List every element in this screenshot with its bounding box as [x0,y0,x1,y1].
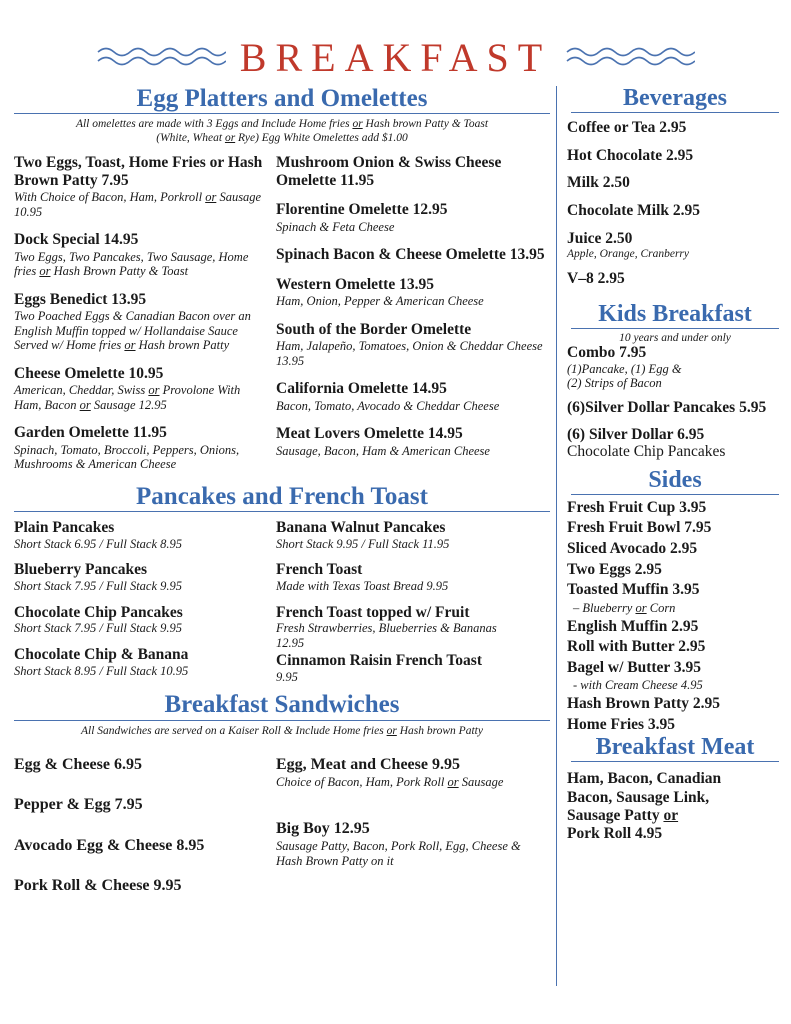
item-desc-line1: (1)Pancake, (1) Egg & [567,361,682,376]
side-item-desc: – Blueberry or Corn [573,600,676,615]
side-item[interactable]: Roll with Butter 2.95 [567,638,706,656]
menu-item[interactable] [276,321,548,369]
item-name: Cheese Omelette 10.95 [14,364,164,382]
section-title-kids: Kids Breakfast [598,300,752,327]
egg-platters-left-list [14,154,276,484]
menu-item[interactable] [14,561,268,593]
item-desc: Sausage Patty, Bacon, Pork Roll, Egg, Cheese & Hash Brown Patty on it [276,839,521,868]
item-name: Cinnamon Raisin French Toast [276,652,483,670]
kids-note: 10 years and under only [619,332,731,345]
item-desc: Ham, Onion, Pepper & American Cheese [276,294,484,309]
meat-line1: Ham, Bacon, Canadian [567,770,722,788]
menu-item[interactable] [567,399,783,417]
item-desc-line2: (2) Strips of Bacon [567,375,662,390]
item-desc: Ham, Jalapeño, Tomatoes, Onion & Cheddar Cheese 13.95 [276,339,543,368]
item-name: Garden Omelette 11.95 [14,424,167,442]
menu-item[interactable] [567,426,783,461]
menu-item[interactable] [14,154,268,219]
menu-item[interactable] [276,246,548,264]
sidebar-column [556,86,791,986]
beverage-item[interactable]: Coffee or Tea 2.95 [567,119,687,137]
menu-item[interactable] [567,344,783,390]
item-desc: Short Stack 8.95 / Full Stack 10.95 [14,663,189,678]
section-title-egg-platters: Egg Platters and Omelettes [136,85,428,112]
side-item[interactable]: Toasted Muffin 3.95 [567,581,700,599]
item-name: Plain Pancakes [14,519,115,537]
item-desc: With Choice of Bacon, Ham, Porkroll or Sausage 10.95 [14,190,262,219]
section-divider [14,720,550,721]
item-desc: Made with Texas Toast Bread 9.95 [276,579,449,594]
egg-platters-right-list [276,154,548,484]
menu-item[interactable] [14,231,268,279]
menu-item[interactable] [14,877,268,895]
item-name: Blueberry Pancakes [14,561,148,579]
item-name: Egg & Cheese 6.95 [14,756,142,774]
menu-item[interactable] [276,652,548,684]
section-kids-breakfast [567,302,783,461]
section-breakfast-meat [567,735,783,843]
section-sides [567,468,783,736]
item-name: Combo 7.95 [567,344,647,362]
item-name: Pork Roll & Cheese 9.95 [14,877,182,895]
menu-item[interactable] [276,519,548,551]
menu-item[interactable] [276,561,548,593]
beverage-item[interactable]: Juice 2.50 [567,229,633,247]
beverage-item[interactable]: Hot Chocolate 2.95 [567,146,694,164]
item-name: Pepper & Egg 7.95 [14,796,143,814]
side-item[interactable]: Hash Brown Patty 2.95 [567,694,721,712]
section-divider [571,328,779,329]
pancakes-right-list [276,519,548,694]
side-item[interactable]: Home Fries 3.95 [567,715,676,733]
item-price: 12.95 [276,635,305,650]
section-divider [14,113,550,114]
breakfast-meat-text[interactable] [567,770,783,843]
item-desc: Spinach, Tomato, Broccoli, Peppers, Onions, Mushrooms & American Cheese [14,442,240,472]
item-name: Chocolate Chip & Banana [14,645,189,663]
item-name: Florentine Omelette 12.95 [276,201,448,219]
section-title-breakfast-meat: Breakfast Meat [595,734,755,761]
item-name: California Omelette 14.95 [276,380,447,398]
menu-item[interactable] [276,425,548,458]
menu-masthead [0,0,791,78]
section-divider [14,511,550,512]
item-name: Mushroom Onion & Swiss Cheese Omelette 11.95 [276,154,502,189]
main-column [0,86,556,908]
sandwiches-left-list [14,756,276,908]
menu-item[interactable] [276,756,548,790]
menu-item[interactable] [276,154,548,189]
side-item[interactable]: Bagel w/ Butter 3.95 [567,658,702,676]
menu-item[interactable] [14,291,268,353]
wavy-line-icon [96,43,226,74]
item-desc: Choice of Bacon, Ham, Pork Roll or Sausage [276,775,504,790]
section-egg-platters [14,86,550,484]
item-desc: American, Cheddar, Swiss or Provolone With Ham, Bacon or Sausage 12.95 [14,383,241,412]
beverage-item-desc: Apple, Orange, Cranberry [567,248,690,261]
item-desc: Short Stack 9.95 / Full Stack 11.95 [276,536,450,551]
section-title-sandwiches: Breakfast Sandwiches [164,691,400,719]
menu-item[interactable] [14,796,268,814]
menu-item[interactable] [14,837,268,855]
item-name: (6)Silver Dollar Pancakes 5.95 [567,399,767,417]
side-item[interactable]: Two Eggs 2.95 [567,560,662,578]
egg-platters-note [14,118,550,145]
pancakes-left-list [14,519,276,694]
item-desc: Spinach & Feta Cheese [276,219,395,234]
page-title: BREAKFAST [239,35,552,80]
section-sandwiches [14,692,550,907]
menu-item[interactable] [276,604,548,651]
menu-item[interactable] [14,756,268,774]
item-desc: Fresh Strawberries, Blueberries & Bananas [276,621,497,636]
menu-item[interactable] [14,519,268,551]
item-name: Banana Walnut Pancakes [276,519,446,537]
item-subname: Chocolate Chip Pancakes [567,443,726,461]
item-desc: Bacon, Tomato, Avocado & Cheddar Cheese [276,398,500,413]
menu-item[interactable] [14,646,268,678]
item-name: Eggs Benedict 13.95 [14,290,147,308]
item-name: Meat Lovers Omelette 14.95 [276,425,463,443]
item-desc: Short Stack 6.95 / Full Stack 8.95 [14,536,183,551]
item-name: Two Eggs, Toast, Home Fries or Hash Brown Patty 7.95 [14,154,263,189]
item-name: (6) Silver Dollar 6.95 [567,425,705,443]
section-pancakes [14,484,550,694]
sandwiches-right-list [276,756,548,908]
menu-item[interactable] [276,820,548,868]
egg-platters-note-line2: (White, Wheat or Rye) Egg White Omelettes add $1.00 [156,131,408,144]
section-divider [571,112,779,113]
item-name: Egg, Meat and Cheese 9.95 [276,756,460,774]
side-item[interactable]: Fresh Fruit Cup 3.95 [567,498,707,516]
side-item[interactable]: Sliced Avocado 2.95 [567,540,698,558]
beverage-item[interactable]: Milk 2.50 [567,174,630,192]
menu-item[interactable] [14,365,268,413]
section-title-sides: Sides [648,466,702,493]
wavy-line-icon [565,43,695,74]
item-name: Big Boy 12.95 [276,819,370,837]
item-name: Western Omelette 13.95 [276,275,434,293]
item-desc: Two Eggs, Two Pancakes, Two Sausage, Home fries or Hash Brown Patty & Toast [14,249,249,279]
item-price: 9.95 [276,669,298,684]
meat-line4: Pork Roll 4.95 [567,825,663,843]
section-title-pancakes: Pancakes and French Toast [136,482,428,510]
menu-item[interactable] [276,380,548,413]
egg-platters-note-line1: All omelettes are made with 3 Eggs and Include Home fries or Hash brown Patty & Toast [75,118,489,131]
item-name: Chocolate Chip Pancakes [14,603,183,621]
side-item[interactable]: English Muffin 2.95 [567,617,699,635]
section-divider [571,761,779,762]
item-desc: Short Stack 7.95 / Full Stack 9.95 [14,621,183,636]
meat-line2: Bacon, Sausage Link, [567,788,710,806]
beverage-item[interactable]: Chocolate Milk 2.95 [567,201,701,219]
item-desc: Short Stack 7.95 / Full Stack 9.95 [14,579,183,594]
item-name: French Toast [276,561,363,579]
item-name: French Toast topped w/ Fruit [276,603,470,621]
side-item-desc: - with Cream Cheese 4.95 [573,678,703,693]
beverage-item[interactable]: V–8 2.95 [567,270,625,288]
menu-item[interactable] [14,604,268,636]
meat-line3: Sausage Patty or [567,806,679,824]
item-name: South of the Border Omelette [276,320,472,338]
item-desc: Sausage, Bacon, Ham & American Cheese [276,443,490,458]
section-beverages [567,86,783,289]
section-divider [571,494,779,495]
menu-item[interactable] [276,276,548,309]
item-name: Spinach Bacon & Cheese Omelette 13.95 [276,246,545,264]
sandwiches-note: All Sandwiches are served on a Kaiser Roll & Include Home fries or Hash brown Patty [81,724,483,737]
section-title-beverages: Beverages [623,85,727,111]
menu-item[interactable] [276,201,548,234]
item-name: Avocado Egg & Cheese 8.95 [14,836,205,854]
item-name: Dock Special 14.95 [14,231,139,249]
menu-item[interactable] [14,424,268,472]
side-item[interactable]: Fresh Fruit Bowl 7.95 [567,519,712,537]
item-desc: Two Poached Eggs & Canadian Bacon over an English Muffin topped w/ Hollandaise Sauce Served w/ Home fries or Hash brown Patty [14,309,251,353]
